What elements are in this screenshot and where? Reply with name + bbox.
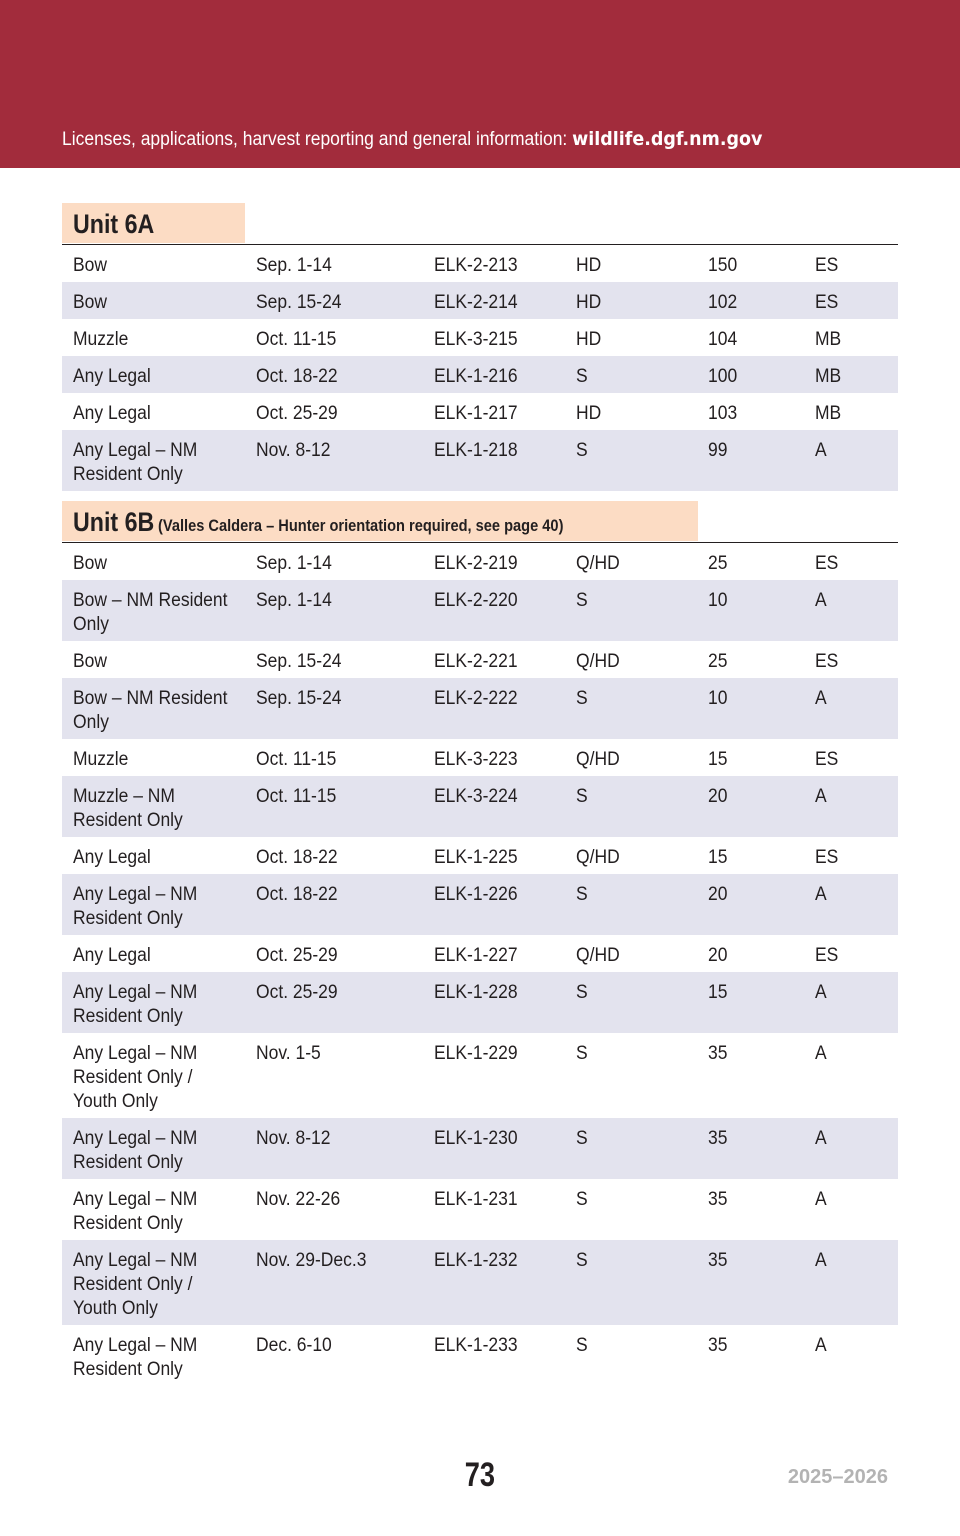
cell-licenses: [697, 543, 804, 580]
cell-hunt-dates: [245, 580, 423, 641]
hunt-code-text: ELK-2-213: [434, 255, 518, 276]
weapon-type-text: Muzzle – NM Resident Only: [73, 786, 183, 831]
hunt-category-text: ES: [815, 292, 839, 313]
bag-limit-text: S: [576, 1335, 588, 1356]
hunt-category-text: ES: [815, 749, 839, 770]
table-row: [62, 837, 898, 874]
hunt-category-text: ES: [815, 945, 839, 966]
hunt-code-text: ELK-3-224: [434, 786, 518, 807]
cell-hunt-dates: [245, 1240, 423, 1325]
hunt-dates-text: Dec. 6-10: [256, 1335, 332, 1356]
cell-hunt-code: [423, 678, 565, 739]
cell-bag-limit: [565, 245, 697, 282]
cell-hunt-code: [423, 319, 565, 356]
cell-licenses: [697, 1118, 804, 1179]
cell-hunt-category: [804, 393, 898, 430]
cell-bag-limit: [565, 356, 697, 393]
header-info-text: [62, 128, 762, 151]
cell-hunt-dates: [245, 543, 423, 580]
bag-limit-text: S: [576, 1128, 588, 1149]
licenses-text: 35: [708, 1250, 728, 1271]
unit-6a-heading: [62, 203, 898, 245]
bag-limit-text: S: [576, 440, 588, 461]
cell-hunt-code: [423, 580, 565, 641]
cell-weapon-type: [62, 1033, 245, 1118]
cell-licenses: [697, 1033, 804, 1118]
page-header-band: [0, 0, 960, 168]
hunt-code-text: ELK-1-216: [434, 366, 518, 387]
licenses-text: 103: [708, 403, 738, 424]
cell-licenses: [697, 245, 804, 282]
cell-hunt-dates: [245, 319, 423, 356]
cell-hunt-category: [804, 1179, 898, 1240]
hunt-dates-text: Sep. 15-24: [256, 688, 342, 709]
cell-weapon-type: [62, 319, 245, 356]
cell-hunt-dates: [245, 245, 423, 282]
hunt-dates-text: Sep. 15-24: [256, 651, 342, 672]
hunt-code-text: ELK-1-230: [434, 1128, 518, 1149]
weapon-type-text: Any Legal – NM Resident Only / Youth Only: [73, 1250, 198, 1319]
weapon-type-text: Bow: [73, 651, 108, 672]
cell-hunt-category: [804, 935, 898, 972]
hunt-dates-text: Oct. 25-29: [256, 403, 338, 424]
cell-weapon-type: [62, 837, 245, 874]
cell-hunt-category: [804, 543, 898, 580]
cell-hunt-dates: [245, 430, 423, 491]
cell-weapon-type: [62, 580, 245, 641]
cell-licenses: [697, 678, 804, 739]
weapon-type-text: Bow: [73, 255, 108, 276]
hunt-code-text: ELK-1-227: [434, 945, 518, 966]
cell-hunt-category: [804, 1033, 898, 1118]
cell-hunt-code: [423, 245, 565, 282]
hunt-dates-text: Oct. 18-22: [256, 884, 338, 905]
hunt-dates-text: Oct. 11-15: [256, 749, 337, 770]
table-row: [62, 1240, 898, 1325]
cell-weapon-type: [62, 776, 245, 837]
cell-hunt-code: [423, 739, 565, 776]
cell-hunt-category: [804, 1118, 898, 1179]
bag-limit-text: S: [576, 786, 588, 807]
cell-hunt-code: [423, 972, 565, 1033]
cell-bag-limit: [565, 1118, 697, 1179]
licenses-text: 35: [708, 1189, 728, 1210]
weapon-type-text: Any Legal – NM Resident Only: [73, 1128, 198, 1173]
cell-hunt-code: [423, 1118, 565, 1179]
cell-weapon-type: [62, 678, 245, 739]
cell-hunt-code: [423, 1179, 565, 1240]
cell-hunt-dates: [245, 776, 423, 837]
cell-hunt-code: [423, 641, 565, 678]
cell-hunt-code: [423, 356, 565, 393]
unit-6a-section: [62, 203, 898, 491]
weapon-type-text: Any Legal – NM Resident Only / Youth Only: [73, 1043, 198, 1112]
weapon-type-text: Bow – NM Resident Only: [73, 688, 228, 733]
cell-licenses: [697, 393, 804, 430]
table-row: [62, 1033, 898, 1118]
weapon-type-text: Any Legal – NM Resident Only: [73, 982, 198, 1027]
licenses-text: 10: [708, 590, 728, 611]
cell-weapon-type: [62, 430, 245, 491]
hunt-code-text: ELK-1-229: [434, 1043, 518, 1064]
hunt-category-text: A: [815, 440, 827, 461]
cell-hunt-dates: [245, 1118, 423, 1179]
unit-6b-heading: [62, 501, 898, 543]
table-row: [62, 430, 898, 491]
licenses-text: 35: [708, 1128, 728, 1149]
weapon-type-text: Bow – NM Resident Only: [73, 590, 228, 635]
bag-limit-text: S: [576, 366, 588, 387]
cell-bag-limit: [565, 739, 697, 776]
table-row: [62, 356, 898, 393]
hunt-category-text: A: [815, 1128, 827, 1149]
header-info-label: Licenses, applications, harvest reporting and general information:: [62, 129, 573, 150]
cell-bag-limit: [565, 430, 697, 491]
hunt-code-text: ELK-1-228: [434, 982, 518, 1003]
hunt-code-text: ELK-2-222: [434, 688, 518, 709]
bag-limit-text: HD: [576, 292, 602, 313]
hunt-dates-text: Oct. 11-15: [256, 786, 337, 807]
hunt-dates-text: Sep. 15-24: [256, 292, 342, 313]
cell-hunt-dates: [245, 282, 423, 319]
cell-licenses: [697, 430, 804, 491]
cell-hunt-category: [804, 1240, 898, 1325]
cell-licenses: [697, 1240, 804, 1325]
table-row: [62, 1118, 898, 1179]
cell-hunt-code: [423, 935, 565, 972]
weapon-type-text: Any Legal: [73, 945, 151, 966]
bag-limit-text: Q/HD: [576, 749, 620, 770]
hunt-category-text: A: [815, 1189, 827, 1210]
cell-hunt-code: [423, 1033, 565, 1118]
bag-limit-text: Q/HD: [576, 945, 620, 966]
weapon-type-text: Any Legal – NM Resident Only: [73, 1335, 198, 1380]
licenses-text: 20: [708, 945, 728, 966]
hunt-category-text: A: [815, 1335, 827, 1356]
unit-6a-title: Unit 6A: [73, 209, 155, 239]
cell-weapon-type: [62, 641, 245, 678]
bag-limit-text: S: [576, 590, 588, 611]
cell-weapon-type: [62, 1118, 245, 1179]
hunt-category-text: A: [815, 786, 827, 807]
cell-hunt-category: [804, 282, 898, 319]
cell-bag-limit: [565, 543, 697, 580]
hunt-dates-text: Oct. 25-29: [256, 945, 338, 966]
cell-bag-limit: [565, 1179, 697, 1240]
cell-weapon-type: [62, 874, 245, 935]
hunt-code-text: ELK-1-226: [434, 884, 518, 905]
cell-hunt-dates: [245, 1325, 423, 1386]
hunt-dates-text: Oct. 18-22: [256, 847, 338, 868]
hunt-code-text: ELK-1-218: [434, 440, 518, 461]
bag-limit-text: S: [576, 1250, 588, 1271]
hunt-category-text: A: [815, 590, 827, 611]
bag-limit-text: HD: [576, 329, 602, 350]
table-row: [62, 580, 898, 641]
cell-bag-limit: [565, 641, 697, 678]
cell-licenses: [697, 874, 804, 935]
table-row: [62, 282, 898, 319]
licenses-text: 25: [708, 553, 728, 574]
hunt-code-text: ELK-2-220: [434, 590, 518, 611]
licenses-text: 100: [708, 366, 738, 387]
cell-bag-limit: [565, 935, 697, 972]
cell-hunt-category: [804, 641, 898, 678]
cell-licenses: [697, 776, 804, 837]
hunt-category-text: MB: [815, 329, 842, 350]
cell-hunt-code: [423, 1240, 565, 1325]
cell-bag-limit: [565, 874, 697, 935]
licenses-text: 15: [708, 982, 728, 1003]
hunt-dates-text: Oct. 25-29: [256, 982, 338, 1003]
hunt-category-text: ES: [815, 847, 839, 868]
cell-hunt-dates: [245, 874, 423, 935]
header-website-link[interactable]: wildlife.dgf.nm.gov: [572, 128, 763, 150]
cell-hunt-code: [423, 874, 565, 935]
hunt-category-text: MB: [815, 403, 842, 424]
hunt-category-text: ES: [815, 255, 839, 276]
cell-hunt-code: [423, 543, 565, 580]
cell-hunt-category: [804, 739, 898, 776]
table-row: [62, 678, 898, 739]
hunt-code-text: ELK-1-233: [434, 1335, 518, 1356]
licenses-text: 15: [708, 749, 728, 770]
cell-bag-limit: [565, 1033, 697, 1118]
hunt-code-text: ELK-2-214: [434, 292, 518, 313]
weapon-type-text: Any Legal: [73, 847, 151, 868]
hunt-code-text: ELK-2-219: [434, 553, 518, 574]
cell-licenses: [697, 1325, 804, 1386]
cell-weapon-type: [62, 1240, 245, 1325]
hunt-category-text: A: [815, 884, 827, 905]
cell-hunt-dates: [245, 1179, 423, 1240]
licenses-text: 150: [708, 255, 738, 276]
cell-hunt-dates: [245, 641, 423, 678]
cell-hunt-code: [423, 430, 565, 491]
cell-hunt-category: [804, 580, 898, 641]
cell-hunt-category: [804, 1325, 898, 1386]
hunt-dates-text: Oct. 18-22: [256, 366, 338, 387]
hunt-dates-text: Oct. 11-15: [256, 329, 337, 350]
bag-limit-text: Q/HD: [576, 847, 620, 868]
licenses-text: 102: [708, 292, 738, 313]
licenses-text: 25: [708, 651, 728, 672]
cell-hunt-code: [423, 393, 565, 430]
cell-licenses: [697, 641, 804, 678]
cell-hunt-category: [804, 972, 898, 1033]
hunt-dates-text: Nov. 22-26: [256, 1189, 341, 1210]
hunt-code-text: ELK-2-221: [434, 651, 518, 672]
cell-licenses: [697, 837, 804, 874]
cell-bag-limit: [565, 319, 697, 356]
unit-6b-section: [62, 501, 898, 1386]
hunt-code-text: ELK-1-225: [434, 847, 518, 868]
cell-bag-limit: [565, 282, 697, 319]
cell-hunt-category: [804, 319, 898, 356]
hunt-category-text: A: [815, 982, 827, 1003]
cell-bag-limit: [565, 972, 697, 1033]
hunt-dates-text: Sep. 1-14: [256, 255, 332, 276]
unit-6b-tab: [62, 501, 698, 541]
hunt-category-text: A: [815, 688, 827, 709]
table-row: [62, 245, 898, 282]
cell-bag-limit: [565, 1325, 697, 1386]
cell-bag-limit: [565, 1240, 697, 1325]
cell-weapon-type: [62, 739, 245, 776]
weapon-type-text: Any Legal – NM Resident Only: [73, 884, 198, 929]
cell-hunt-category: [804, 356, 898, 393]
bag-limit-text: HD: [576, 403, 602, 424]
cell-hunt-code: [423, 282, 565, 319]
weapon-type-text: Any Legal: [73, 403, 151, 424]
table-row: [62, 1179, 898, 1240]
table-row: [62, 641, 898, 678]
page-number-text: 73: [464, 1456, 496, 1494]
bag-limit-text: S: [576, 688, 588, 709]
cell-hunt-category: [804, 678, 898, 739]
hunt-category-text: A: [815, 1250, 827, 1271]
table-row: [62, 393, 898, 430]
cell-bag-limit: [565, 393, 697, 430]
weapon-type-text: Muzzle: [73, 329, 129, 350]
licenses-text: 15: [708, 847, 728, 868]
bag-limit-text: S: [576, 982, 588, 1003]
weapon-type-text: Bow: [73, 292, 108, 313]
hunt-dates-text: Sep. 1-14: [256, 553, 332, 574]
table-row: [62, 1325, 898, 1386]
cell-weapon-type: [62, 356, 245, 393]
cell-licenses: [697, 356, 804, 393]
cell-hunt-code: [423, 837, 565, 874]
cell-hunt-dates: [245, 837, 423, 874]
weapon-type-text: Any Legal: [73, 366, 151, 387]
cell-hunt-category: [804, 430, 898, 491]
cell-hunt-code: [423, 776, 565, 837]
licenses-text: 104: [708, 329, 738, 350]
cell-weapon-type: [62, 935, 245, 972]
cell-hunt-category: [804, 776, 898, 837]
cell-weapon-type: [62, 282, 245, 319]
cell-hunt-dates: [245, 393, 423, 430]
table-row: [62, 319, 898, 356]
cell-hunt-category: [804, 837, 898, 874]
hunt-code-text: ELK-1-217: [434, 403, 518, 424]
license-year: 2025–2026: [787, 1466, 888, 1488]
hunt-code-text: ELK-3-223: [434, 749, 518, 770]
bag-limit-text: Q/HD: [576, 651, 620, 672]
licenses-text: 35: [708, 1335, 728, 1356]
cell-weapon-type: [62, 1325, 245, 1386]
licenses-text: 20: [708, 786, 728, 807]
unit-6b-note: (Valles Caldera – Hunter orientation required, see page 40): [157, 516, 564, 535]
cell-licenses: [697, 1179, 804, 1240]
cell-licenses: [697, 580, 804, 641]
hunt-dates-text: Sep. 1-14: [256, 590, 332, 611]
unit-6a-table: [62, 245, 898, 491]
unit-6b-table: [62, 543, 898, 1386]
hunt-dates-text: Nov. 8-12: [256, 440, 331, 461]
cell-bag-limit: [565, 776, 697, 837]
bag-limit-text: S: [576, 1043, 588, 1064]
bag-limit-text: S: [576, 884, 588, 905]
cell-bag-limit: [565, 678, 697, 739]
cell-hunt-category: [804, 874, 898, 935]
hunt-category-text: A: [815, 1043, 827, 1064]
cell-licenses: [697, 935, 804, 972]
hunt-code-text: ELK-1-231: [434, 1189, 518, 1210]
cell-licenses: [697, 739, 804, 776]
hunt-category-text: MB: [815, 366, 842, 387]
cell-weapon-type: [62, 393, 245, 430]
table-row: [62, 972, 898, 1033]
cell-bag-limit: [565, 837, 697, 874]
weapon-type-text: Bow: [73, 553, 108, 574]
cell-hunt-dates: [245, 678, 423, 739]
cell-hunt-dates: [245, 935, 423, 972]
table-row: [62, 739, 898, 776]
cell-bag-limit: [565, 580, 697, 641]
weapon-type-text: Any Legal – NM Resident Only: [73, 440, 198, 485]
bag-limit-text: HD: [576, 255, 602, 276]
cell-hunt-dates: [245, 739, 423, 776]
table-row: [62, 543, 898, 580]
cell-hunt-category: [804, 245, 898, 282]
cell-weapon-type: [62, 543, 245, 580]
cell-licenses: [697, 972, 804, 1033]
table-row: [62, 935, 898, 972]
cell-hunt-code: [423, 1325, 565, 1386]
weapon-type-text: Any Legal – NM Resident Only: [73, 1189, 198, 1234]
bag-limit-text: Q/HD: [576, 553, 620, 574]
hunt-code-text: ELK-3-215: [434, 329, 518, 350]
licenses-text: 20: [708, 884, 728, 905]
licenses-text: 99: [708, 440, 728, 461]
hunt-dates-text: Nov. 8-12: [256, 1128, 331, 1149]
cell-licenses: [697, 282, 804, 319]
cell-hunt-dates: [245, 972, 423, 1033]
cell-hunt-dates: [245, 356, 423, 393]
cell-weapon-type: [62, 972, 245, 1033]
table-row: [62, 776, 898, 837]
hunt-category-text: ES: [815, 651, 839, 672]
cell-licenses: [697, 319, 804, 356]
bag-limit-text: S: [576, 1189, 588, 1210]
hunt-dates-text: Nov. 1-5: [256, 1043, 321, 1064]
cell-weapon-type: [62, 1179, 245, 1240]
licenses-text: 35: [708, 1043, 728, 1064]
table-row: [62, 874, 898, 935]
cell-hunt-dates: [245, 1033, 423, 1118]
hunt-dates-text: Nov. 29-Dec.3: [256, 1250, 367, 1271]
unit-6b-title: Unit 6B: [73, 507, 155, 537]
hunt-category-text: ES: [815, 553, 839, 574]
licenses-text: 10: [708, 688, 728, 709]
cell-weapon-type: [62, 245, 245, 282]
hunt-code-text: ELK-1-232: [434, 1250, 518, 1271]
weapon-type-text: Muzzle: [73, 749, 129, 770]
unit-6a-tab: [62, 203, 245, 243]
